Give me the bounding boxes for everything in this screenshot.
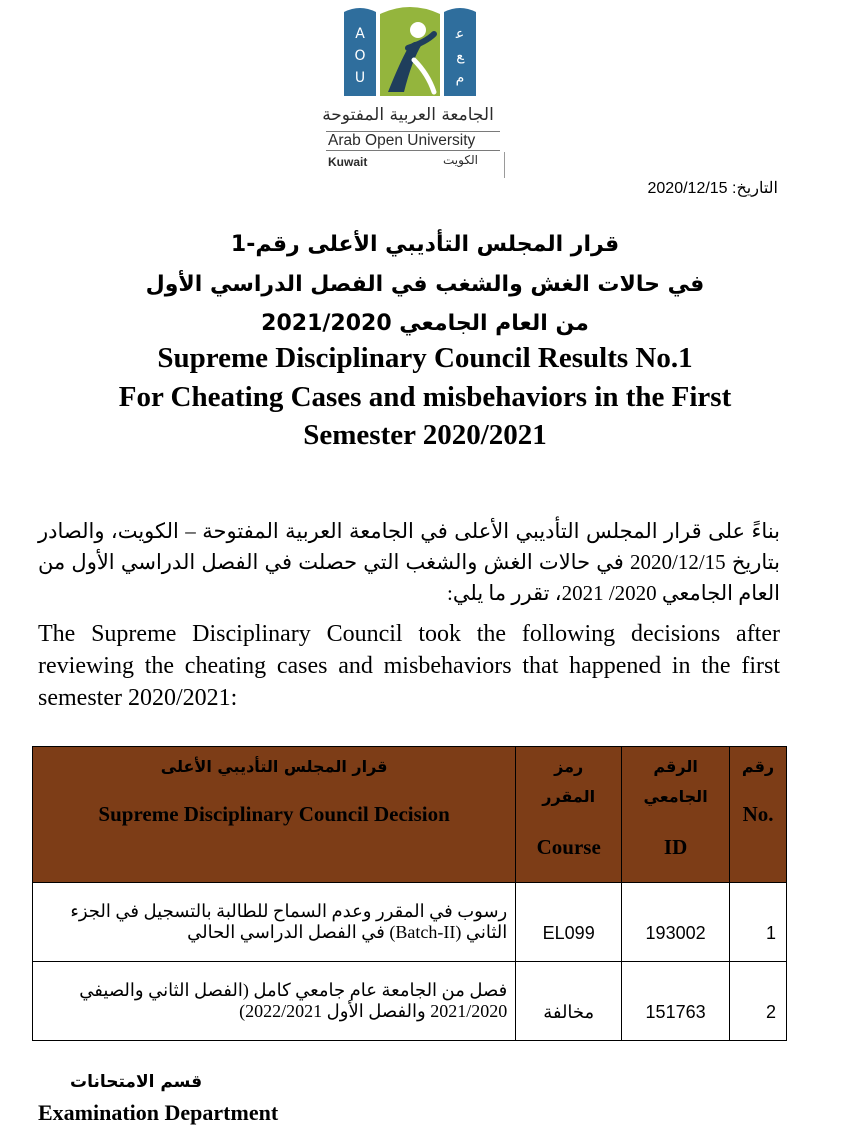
svg-text:ﻊ: ﻊ bbox=[456, 48, 464, 64]
table-row bbox=[33, 883, 787, 962]
row-1-decision: رسوب في المقرر وعدم السماح للطالبة بالتسجيل في الجزء الثاني (Batch-II) في الفصل الدراسي الحالي bbox=[33, 883, 516, 962]
title-ar-line1: قرار المجلس التأديبي الأعلى رقم-1 bbox=[230, 232, 620, 257]
title-ar-line3: من العام الجامعي 2021/2020 bbox=[261, 311, 589, 336]
row-2-id: 151763 bbox=[622, 962, 730, 1041]
title-en-line1: Supreme Disciplinary Council Results No.1 bbox=[157, 342, 693, 374]
header-decision-ar: قرار المجلس التأديبي الأعلى bbox=[160, 757, 388, 776]
intro-english: The Supreme Disciplinary Council took the following decisions after reviewing the cheating cases and misbehaviors that happened in the first semester 2020/2021: bbox=[38, 621, 780, 711]
decisions-table bbox=[32, 746, 787, 1041]
svg-text:ﻋ: ﻋ bbox=[455, 26, 465, 42]
row-1-id: 193002 bbox=[622, 883, 730, 962]
department-ar: قسم الامتحانات bbox=[70, 1072, 203, 1092]
header-id-ar2: الجامعي bbox=[643, 787, 708, 806]
svg-text:U: U bbox=[354, 70, 366, 86]
intro-arabic: بناءً على قرار المجلس التأديبي الأعلى في الجامعة العربية المفتوحة – الكويت، والصادر بتاريخ 2020/12/15 في حالات الغش والشغب التي حصلت في الفصل الدراسي الأول من العام الجامعي 2020/ 2021، تقرر ما يلي: bbox=[38, 519, 780, 605]
table-row bbox=[33, 962, 787, 1041]
header-course-en: Course bbox=[536, 835, 601, 859]
row-1-course: EL099 bbox=[516, 883, 622, 962]
logo-branch-ar: الكويت bbox=[443, 153, 478, 167]
aou-emblem-icon bbox=[342, 4, 478, 100]
header-course bbox=[516, 747, 622, 883]
header-no bbox=[730, 747, 787, 883]
row-1-no: 1 bbox=[730, 883, 787, 962]
row-2-decision: فصل من الجامعة عام جامعي كامل (الفصل الثاني والصيفي 2021/2020 والفصل الأول 2022/2021) bbox=[33, 962, 516, 1041]
header-id-ar1: الرقم bbox=[653, 757, 698, 776]
logo-branch-en: Kuwait bbox=[328, 155, 368, 169]
header-decision-en: Supreme Disciplinary Council Decision bbox=[98, 802, 450, 826]
svg-text:A: A bbox=[355, 26, 365, 42]
header-decision bbox=[33, 747, 516, 883]
header-course-ar1: رمز bbox=[554, 757, 584, 776]
university-logo bbox=[318, 4, 510, 176]
logo-arabic-name: الجامعة العربية المفتوحة bbox=[322, 105, 494, 125]
header-course-ar2: المقرر bbox=[542, 787, 596, 806]
header-no-en: No. bbox=[742, 802, 774, 826]
title-en-line2: For Cheating Cases and misbehaviors in the First bbox=[118, 381, 732, 413]
row-2-course: مخالفة bbox=[516, 962, 622, 1041]
header-id bbox=[622, 747, 730, 883]
svg-text:O: O bbox=[354, 48, 366, 64]
department-en: Examination Department bbox=[38, 1100, 279, 1125]
title-ar-line2: في حالات الغش والشغب في الفصل الدراسي الأول bbox=[145, 272, 705, 297]
logo-english-name: Arab Open University bbox=[326, 131, 500, 151]
svg-text:ﻡ: ﻡ bbox=[455, 70, 465, 86]
header-no-ar: رقم bbox=[741, 757, 775, 776]
header-id-en: ID bbox=[663, 835, 688, 859]
row-2-no: 2 bbox=[730, 962, 787, 1041]
title-en-line3: Semester 2020/2021 bbox=[303, 419, 547, 451]
document-date: التاريخ: 2020/12/15 bbox=[647, 180, 778, 197]
logo-divider bbox=[504, 152, 505, 178]
table-header-row bbox=[33, 747, 787, 883]
